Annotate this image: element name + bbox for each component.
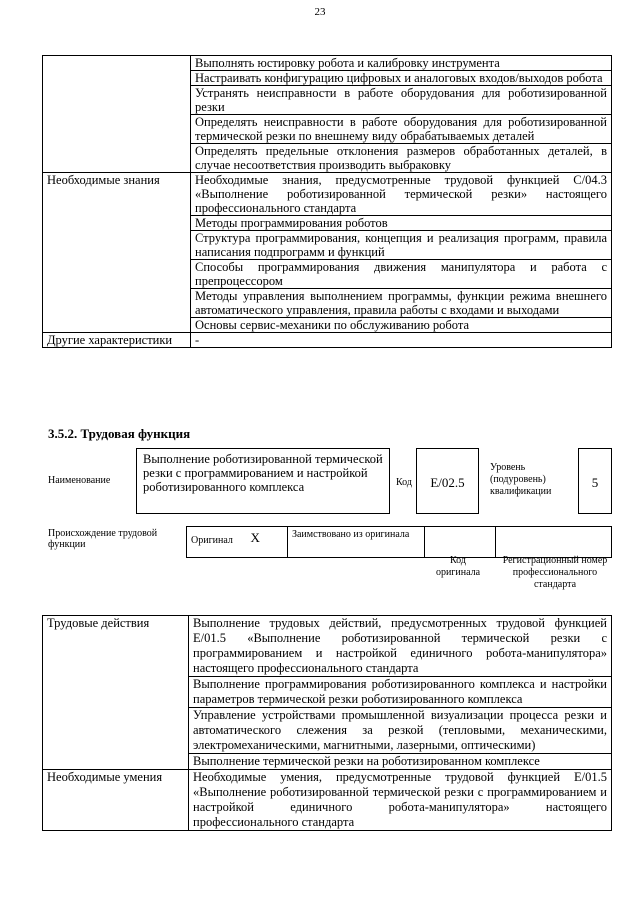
level-value: 5: [591, 475, 599, 490]
function-name-box: [136, 448, 390, 514]
origin-table: [186, 526, 612, 558]
row-label-knowledge: Необходимые знания: [43, 173, 191, 333]
table-cell: Структура программирования, концепция и реализация программ, правила написания подпрограмм и функций: [191, 231, 612, 260]
row-label-actions: Трудовые действия: [43, 616, 189, 770]
code-value: Е/02.5: [430, 475, 465, 490]
actions-skills-table: [42, 615, 612, 831]
origin-reg-cell: [496, 527, 612, 558]
table-cell: Необходимые умения, предусмотренные трудовой функцией Е/01.5 «Выполнение роботизированной термической резки с программированием и настройкой единичного робота-манипулятора» настоящего профессионального стандарта: [189, 770, 612, 831]
table-cell: -: [191, 333, 612, 348]
table-cell: Основы сервис-механики по обслуживанию робота: [191, 318, 612, 333]
row-label: [43, 56, 191, 173]
level-box: [578, 448, 612, 514]
table-cell: Выполнение программирования роботизированного комплекса и настройки параметров термической резки роботизированного комплекса: [189, 677, 612, 708]
origin-label: Происхождение трудовой функции: [48, 528, 158, 550]
level-label: Уровень (подуровень) квалификации: [490, 462, 552, 497]
table-cell: Выполнение трудовых действий, предусмотренных трудовой функцией Е/01.5 «Выполнение роботизированной термической резки с программированием и настройкой единичного робота-манипулятора» настоящего профессионального стандарта: [189, 616, 612, 677]
table-cell: Определять неисправности в работе оборудования для роботизированной термической резки по внешнему виду обрабатываемых деталей: [191, 115, 612, 144]
borrowed-label: Заимствовано из оригинала: [287, 527, 424, 558]
table-cell: Настраивать конфигурацию цифровых и аналоговых входов/выходов робота: [191, 71, 612, 86]
table-cell: Выполнять юстировку робота и калибровку инструмента: [191, 56, 612, 71]
function-name: Выполнение роботизированной термической резки с программированием и настройкой роботизированного комплекса: [143, 452, 383, 494]
table-cell: Устранять неисправности в работе оборудования для роботизированной резки: [191, 86, 612, 115]
table-cell: Необходимые знания, предусмотренные трудовой функцией С/04.3 «Выполнение роботизированной термической резки» настоящего профессионального стандарта: [191, 173, 612, 216]
section-title: 3.5.2. Трудовая функция: [48, 426, 191, 441]
table-cell: Выполнение термической резки на роботизированном комплексе: [189, 754, 612, 770]
table-cell: Определять предельные отклонения размеров обработанных деталей, в случае несоответствия производить выбраковку: [191, 144, 612, 173]
reg-caption: Регистрационный номер профессионального стандарта: [502, 555, 608, 590]
table-cell: Управление устройствами промышленной визуализации процесса резки и автоматического слежения за резкой (тепловыми, механическими, электромеханическими, магнитными, лазерными, оптическими): [189, 708, 612, 754]
origin-code-cell: [425, 527, 496, 558]
original-label: Оригинал: [187, 527, 247, 558]
row-label-other: Другие характеристики: [43, 333, 191, 348]
code-box: [416, 448, 479, 514]
name-label: Наименование: [48, 475, 111, 486]
page-number: 23: [314, 6, 326, 18]
original-mark: X: [247, 527, 288, 558]
code-label: Код: [396, 477, 412, 488]
table-cell: Способы программирования движения манипулятора и работа с препроцессором: [191, 260, 612, 289]
skills-knowledge-table: [42, 55, 612, 348]
code-caption: Код оригинала: [435, 555, 481, 578]
table-cell: Методы управления выполнением программы, функции режима внешнего автоматического управления, правила работы с входами и выходами: [191, 289, 612, 318]
table-cell: Методы программирования роботов: [191, 216, 612, 231]
row-label-skills: Необходимые умения: [43, 770, 189, 831]
